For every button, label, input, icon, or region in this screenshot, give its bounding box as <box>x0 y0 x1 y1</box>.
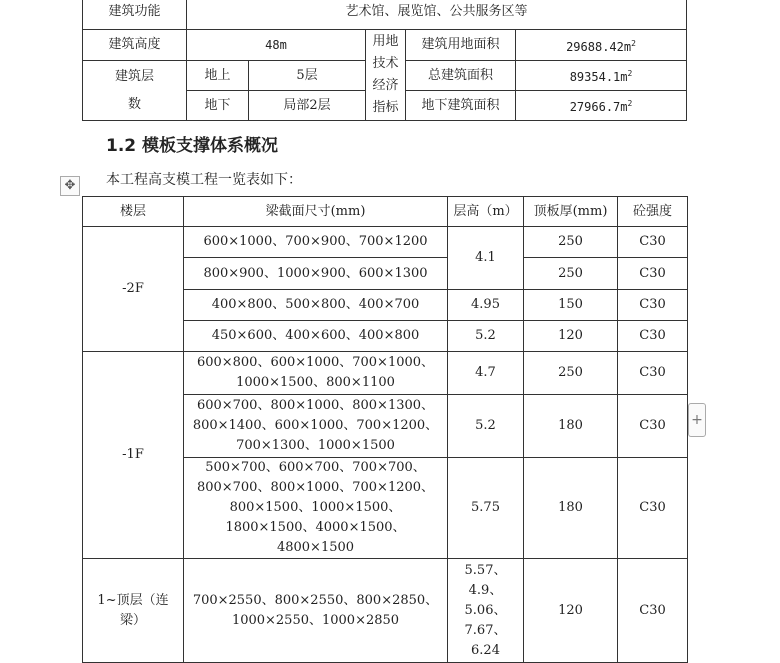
table-row-strength: C30 <box>618 290 688 321</box>
below-value: 局部2层 <box>249 91 366 121</box>
table-row-thickness: 250 <box>524 258 618 290</box>
table-row-height: 4.1 <box>448 227 524 290</box>
table-row-strength: C30 <box>618 559 688 663</box>
table-row-thickness: 180 <box>524 395 618 458</box>
above-label: 地上 <box>187 61 249 91</box>
table-row-thickness: 250 <box>524 227 618 258</box>
floor-top: 1~顶层（连梁） <box>83 559 184 663</box>
site-area-label: 建筑用地面积 <box>406 30 516 61</box>
header-strength: 砼强度 <box>618 197 688 227</box>
table-row-beam: 450×600、400×600、400×800 <box>184 321 448 352</box>
header-thickness: 顶板厚(mm) <box>524 197 618 227</box>
total-area-label: 总建筑面积 <box>406 61 516 91</box>
floor-minus1: -1F <box>83 352 184 559</box>
table-row-beam: 600×1000、700×900、700×1200 <box>184 227 448 258</box>
table-row-strength: C30 <box>618 352 688 395</box>
table-row-height: 5.75 <box>448 458 524 559</box>
move-arrows-icon[interactable]: ✥ <box>60 176 80 196</box>
function-value: 艺术馆、展览馆、公共服务区等 <box>187 0 687 30</box>
intro-text: 本工程高支模工程一览表如下： <box>106 172 302 188</box>
table-row-strength: C30 <box>618 227 688 258</box>
floor-minus2: -2F <box>83 227 184 352</box>
header-floor: 楼层 <box>83 197 184 227</box>
table-row-strength: C30 <box>618 258 688 290</box>
formwork-table <box>82 196 688 663</box>
building-info-table <box>82 0 687 121</box>
plus-icon[interactable]: + <box>688 403 706 437</box>
table-row-strength: C30 <box>618 395 688 458</box>
table-row-strength: C30 <box>618 458 688 559</box>
table-row-height: 4.7 <box>448 352 524 395</box>
above-value: 5层 <box>249 61 366 91</box>
total-area-value: $89354.1m^2$ <box>516 61 687 91</box>
table-row-height: 5.2 <box>448 321 524 352</box>
table-row-thickness: 250 <box>524 352 618 395</box>
below-label: 地下 <box>187 91 249 121</box>
table-row-beam: 800×900、1000×900、600×1300 <box>184 258 448 290</box>
table-row-thickness: 150 <box>524 290 618 321</box>
table-row-thickness: 120 <box>524 559 618 663</box>
floors-label: 建筑层数 <box>83 61 187 121</box>
section-heading: 1.2 模板支撑体系概况 <box>106 136 279 156</box>
table-row-height: 4.95 <box>448 290 524 321</box>
table-row-beam: 500×700、600×700、700×700、800×700、800×1000、700×1200、800×1500、1000×1500、1800×1500、4000×1500、4800×1500 <box>184 458 448 559</box>
table-row-height: 5.57、4.9、5.06、7.67、6.24 <box>448 559 524 663</box>
table-row-strength: C30 <box>618 321 688 352</box>
header-beam: 梁截面尺寸(mm) <box>184 197 448 227</box>
header-height: 层高（m） <box>448 197 524 227</box>
table-row-beam: 700×2550、800×2550、800×2850、1000×2550、1000×2850 <box>184 559 448 663</box>
site-area-value: $29688.42m^2$ <box>516 30 687 61</box>
table-row-beam: 600×800、600×1000、700×1000、1000×1500、800×1100 <box>184 352 448 395</box>
table-row-thickness: 180 <box>524 458 618 559</box>
table-row-height: 5.2 <box>448 395 524 458</box>
underground-area-value: $27966.7m^2$ <box>516 91 687 121</box>
table-row-beam: 600×700、800×1000、800×1300、800×1400、600×1000、700×1200、700×1300、1000×1500 <box>184 395 448 458</box>
height-value: 48m <box>187 30 366 61</box>
table-row-thickness: 120 <box>524 321 618 352</box>
table-row-beam: 400×800、500×800、400×700 <box>184 290 448 321</box>
underground-area-label: 地下建筑面积 <box>406 91 516 121</box>
land-index-label: 用地技术经济指标 <box>366 30 406 121</box>
height-label: 建筑高度 <box>83 30 187 61</box>
function-label: 建筑功能 <box>83 0 187 30</box>
